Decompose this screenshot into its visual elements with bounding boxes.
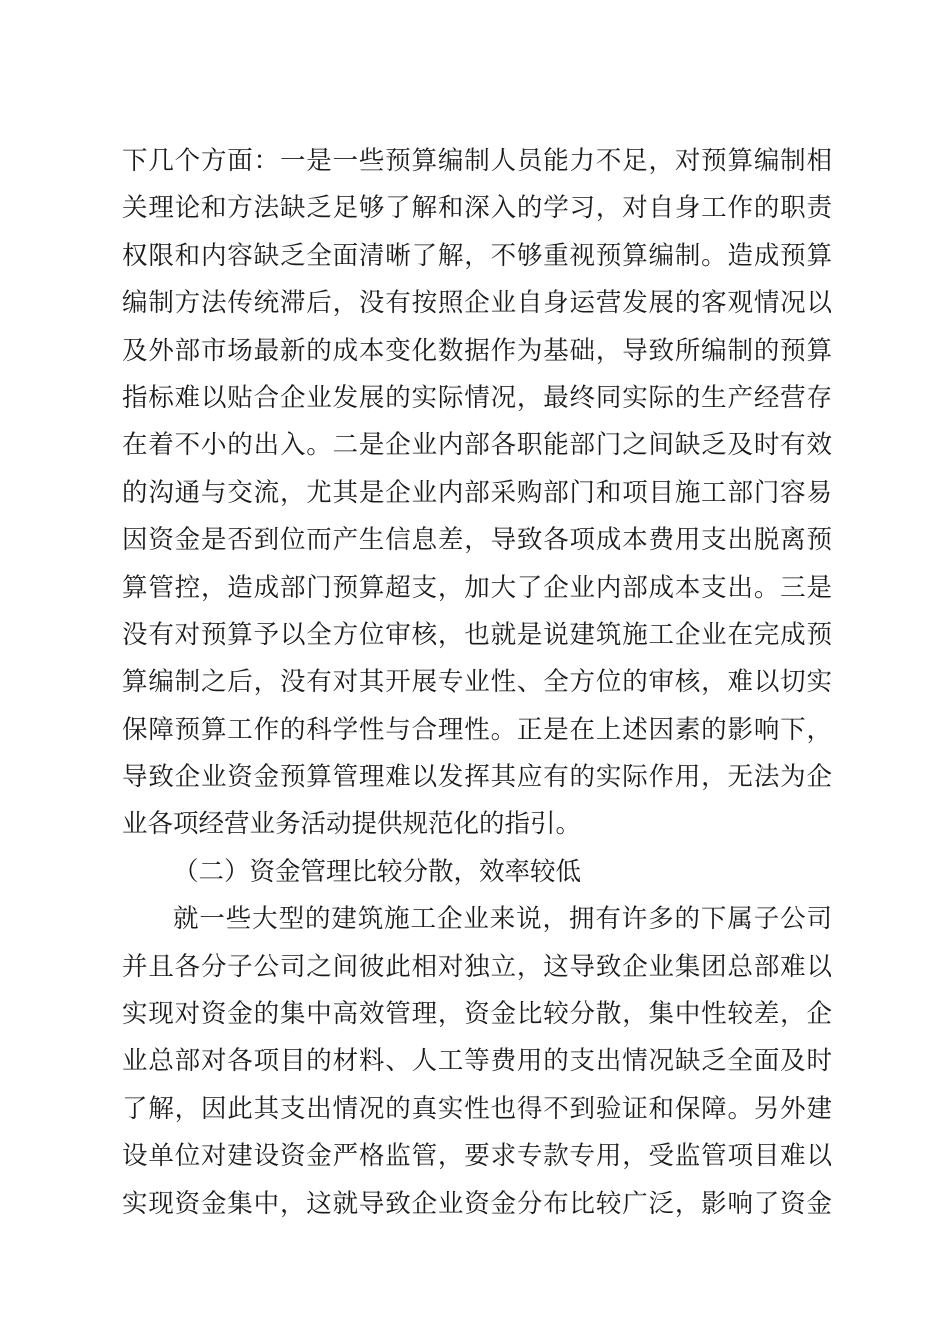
paragraph-line: 业总部对各项目的材料、人工等费用的支出情况缺乏全面及时: [122, 1046, 832, 1077]
paragraph-line: 算管控，造成部门预算超支，加大了企业内部成本支出。三是: [122, 572, 832, 603]
paragraph-line: 指标难以贴合企业发展的实际情况，最终同实际的生产经营存: [122, 382, 832, 413]
paragraph-line: 下几个方面：一是一些预算编制人员能力不足，对预算编制相: [122, 146, 832, 176]
paragraph-line: 设单位对建设资金严格监管，要求专款专用，受监管项目难以: [122, 1141, 832, 1172]
section-heading: （二）资金管理比较分散，效率较低: [173, 856, 582, 887]
paragraph-budget-issues: [122, 138, 832, 849]
paragraph-line: 了解，因此其支出情况的真实性也得不到验证和保障。另外建: [122, 1093, 832, 1124]
paragraph-line: 的沟通与交流，尤其是企业内部采购部门和项目施工部门容易: [122, 477, 832, 508]
body-text: [122, 138, 832, 1228]
paragraph-line: 实现对资金的集中高效管理，资金比较分散，集中性较差，企: [122, 999, 832, 1030]
paragraph-line: 编制方法传统滞后，没有按照企业自身运营发展的客观情况以: [122, 288, 832, 319]
paragraph-line: 关理论和方法缺乏足够了解和深入的学习，对自身工作的职责: [122, 193, 832, 224]
paragraph-line: 没有对预算予以全方位审核，也就是说建筑施工企业在完成预: [122, 619, 832, 650]
paragraph-line: 保障预算工作的科学性与合理性。正是在上述因素的影响下，: [122, 714, 832, 745]
paragraph-fund-management: [122, 896, 832, 1228]
paragraph-line: 在着不小的出入。二是企业内部各职能部门之间缺乏及时有效: [122, 430, 832, 461]
paragraph-line: 及外部市场最新的成本变化数据作为基础，导致所编制的预算: [122, 335, 832, 366]
paragraph-line: 权限和内容缺乏全面清晰了解，不够重视预算编制。造成预算: [122, 240, 832, 271]
paragraph-line: 并且各分子公司之间彼此相对独立，这导致企业集团总部难以: [122, 951, 832, 982]
paragraph-line: 就一些大型的建筑施工企业来说，拥有许多的下属子公司: [173, 904, 832, 935]
paragraph-line: 业各项经营业务活动提供规范化的指引。: [122, 809, 582, 840]
paragraph-line: 因资金是否到位而产生信息差，导致各项成本费用支出脱离预: [122, 525, 832, 556]
paragraph-line: 导致企业资金预算管理难以发挥其应有的实际作用，无法为企: [122, 762, 832, 793]
paragraph-line: 实现资金集中，这就导致企业资金分布比较广泛，影响了资金: [122, 1188, 832, 1219]
paragraph-line: 算编制之后，没有对其开展专业性、全方位的审核，难以切实: [122, 667, 832, 698]
